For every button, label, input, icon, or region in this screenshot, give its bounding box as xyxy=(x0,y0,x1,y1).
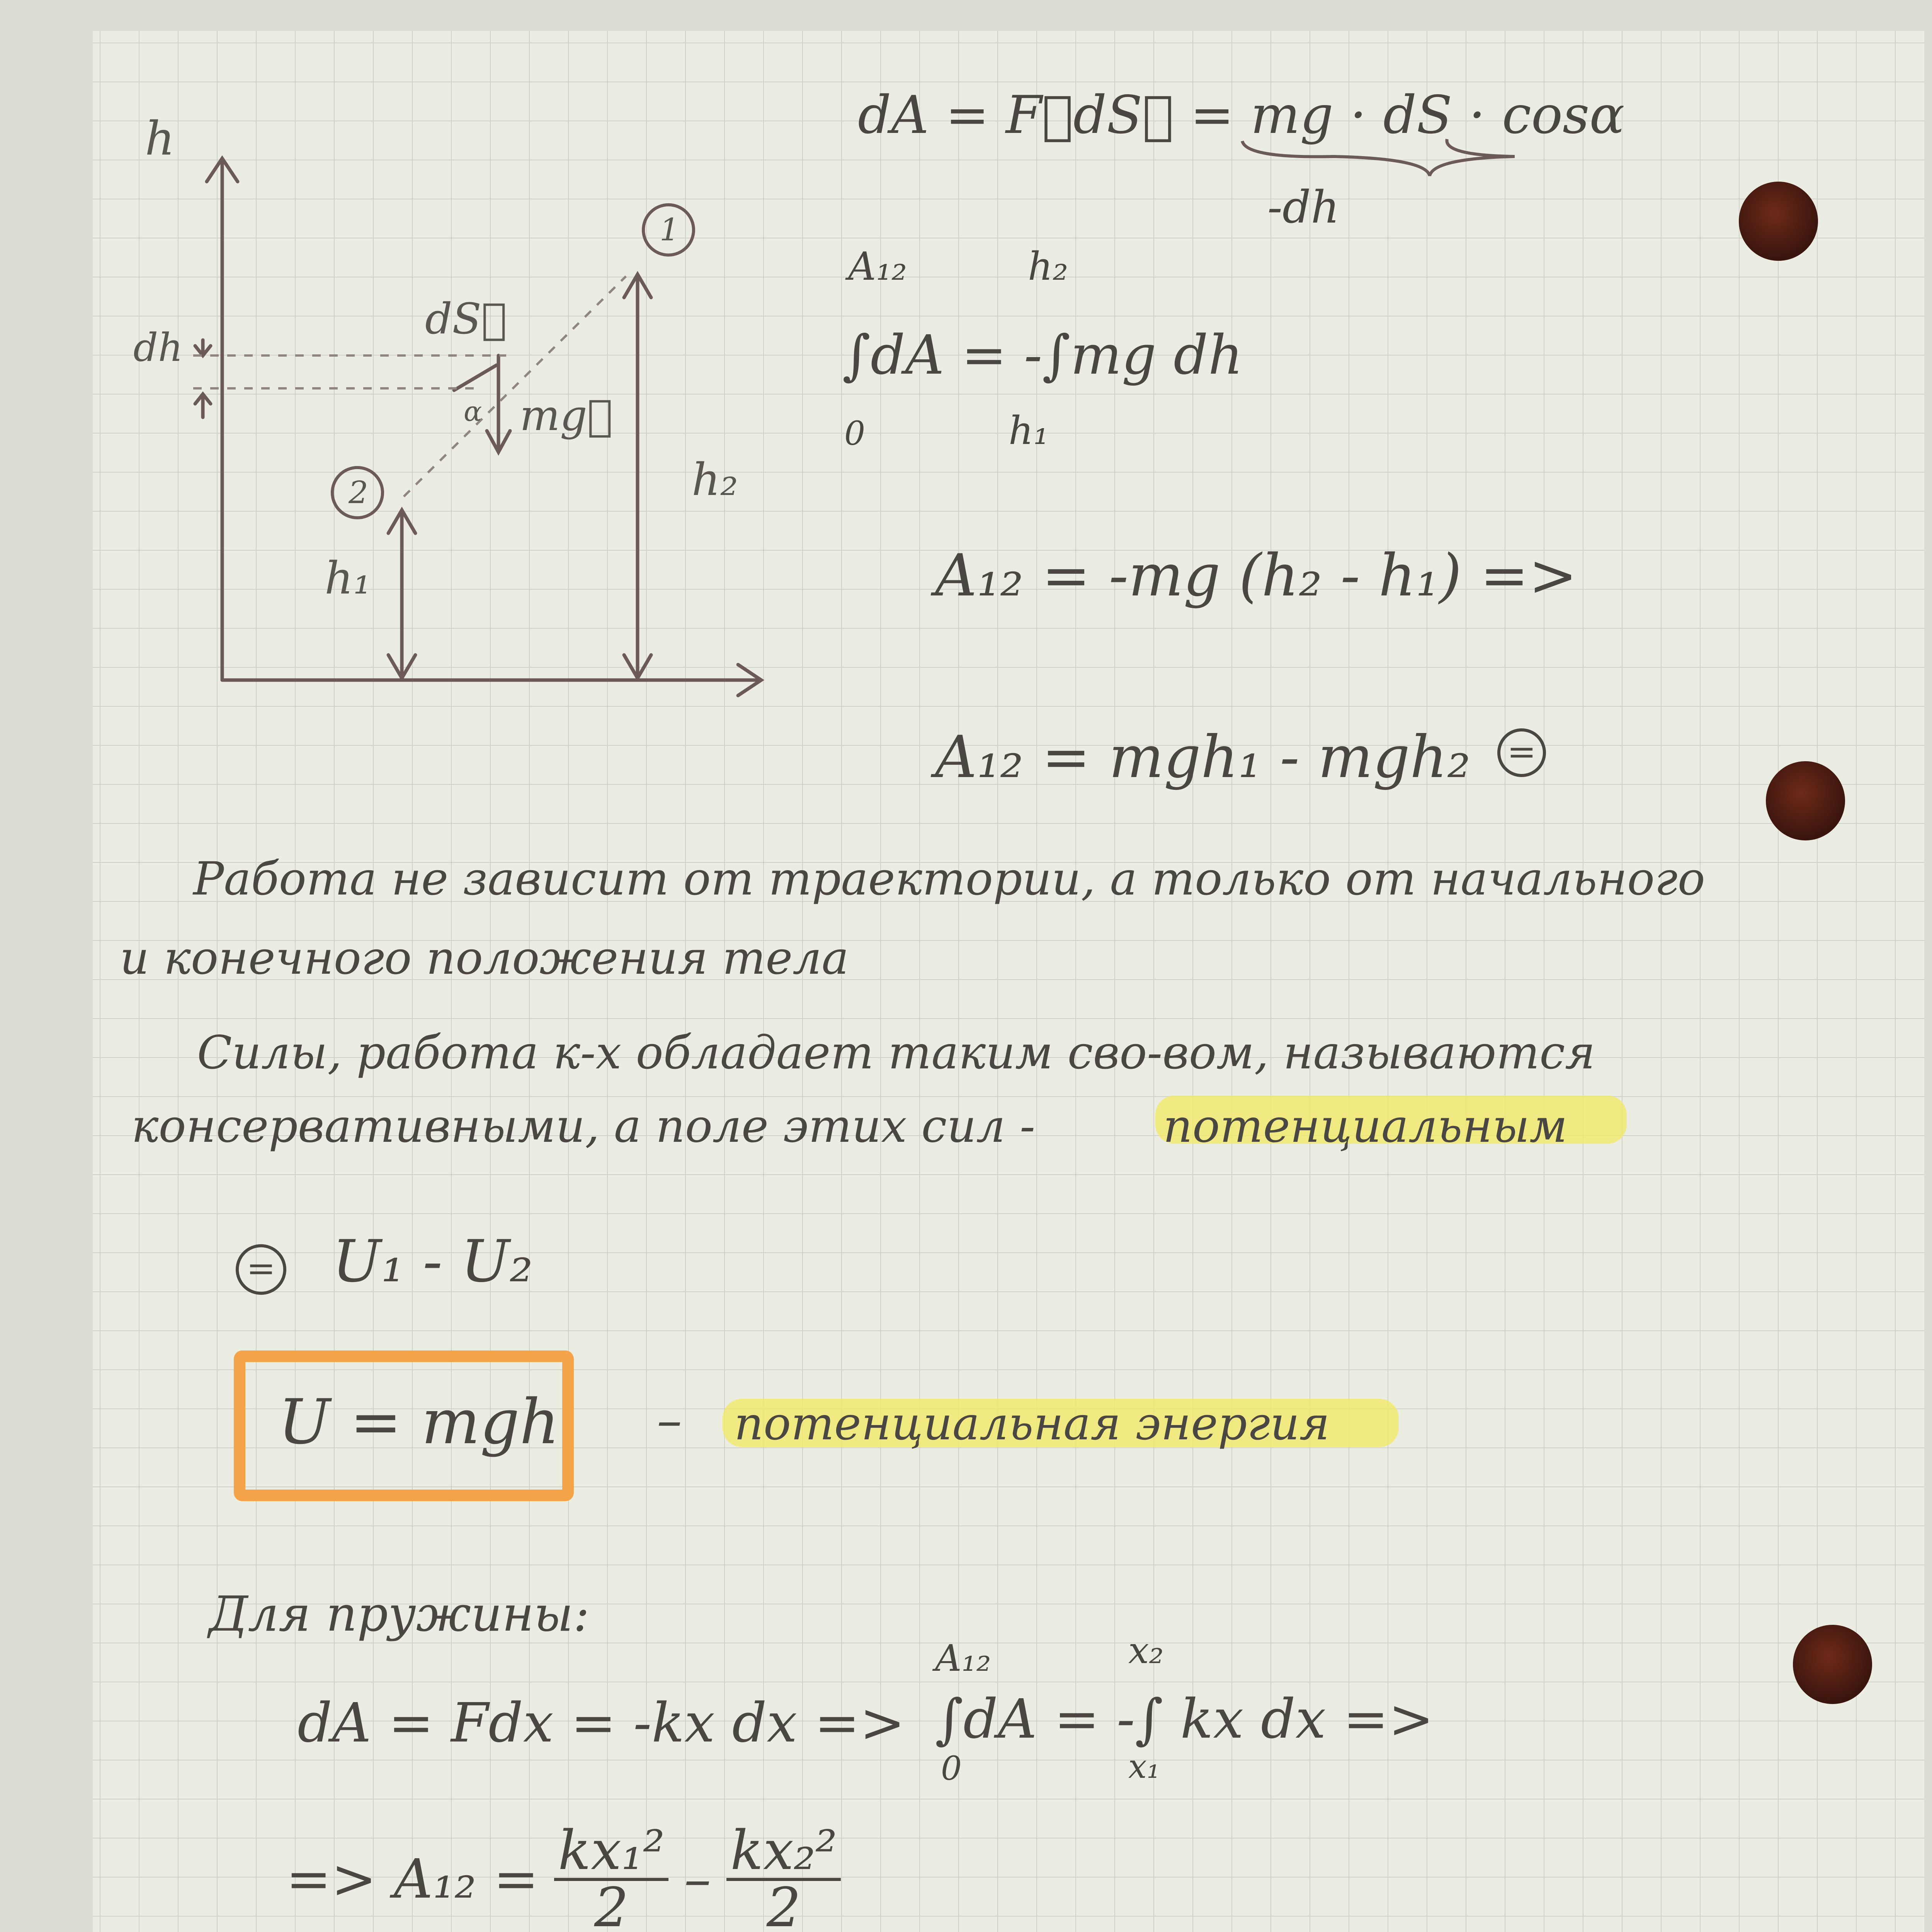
spring-work-differential: dA = Fdx = -kx dx => xyxy=(298,1692,905,1755)
spring-heading: Для пружины: xyxy=(209,1586,590,1642)
paragraph-2-highlighted-word: потенциальным xyxy=(1163,1099,1568,1153)
fraction-2-numerator: kx₂² xyxy=(726,1824,841,1881)
ds-label: dS⃗ xyxy=(425,294,507,344)
point-1-label: 1 xyxy=(660,212,679,248)
integral-upper-right: h₂ xyxy=(1028,244,1068,289)
equals-mark-2: = xyxy=(236,1244,286,1295)
spring-result-prefix: => A₁₂ = xyxy=(286,1848,539,1911)
work-result-2: A₁₂ = mgh₁ - mgh₂ xyxy=(935,724,1471,791)
equals-mark-1: = xyxy=(1497,728,1546,777)
fraction-2-denominator: 2 xyxy=(766,1876,801,1932)
gravity-energy-formula: U = mgh xyxy=(278,1386,560,1458)
spring-integral-equation: ∫dA = -∫ kx dx => xyxy=(935,1688,1434,1751)
alpha-label: α xyxy=(464,396,482,427)
point-2-label: 2 xyxy=(349,474,368,510)
fraction-1 xyxy=(554,1819,668,1932)
work-differential-equation: dA = F⃗dS⃗ = mg · dS · cosα xyxy=(858,85,1625,145)
integral-lower-right: h₁ xyxy=(1009,408,1049,453)
h2-label: h₂ xyxy=(692,454,738,506)
fraction-1-denominator: 2 xyxy=(594,1876,629,1932)
potential-difference: U₁ - U₂ xyxy=(332,1228,533,1295)
spring-work-result xyxy=(286,1819,841,1932)
integral-equation: ∫dA = -∫mg dh xyxy=(842,324,1243,387)
minus-sign: – xyxy=(684,1848,711,1911)
h1-label: h₁ xyxy=(325,553,371,604)
ds-arrow xyxy=(454,365,497,390)
dh-label: dh xyxy=(133,325,183,370)
spring-integral-upper-left: A₁₂ xyxy=(935,1637,991,1680)
paragraph-2-line-2: консервативными, а поле этих сил - xyxy=(131,1099,1035,1153)
integral-lower-left: 0 xyxy=(844,415,866,453)
paragraph-1-line-1: Работа не зависит от траектории, а только от начального xyxy=(193,852,1705,905)
gravity-dash: – xyxy=(657,1391,682,1449)
potential-energy-label: потенциальная энергия xyxy=(734,1397,1330,1450)
spring-integral-lower-right: x₁ xyxy=(1128,1748,1160,1786)
axis-h-label: h xyxy=(145,112,175,166)
paragraph-1-line-2: и конечного положения тела xyxy=(120,931,849,985)
mg-label: mg⃗ xyxy=(520,391,613,440)
spring-integral-lower-left: 0 xyxy=(941,1750,962,1788)
fraction-1-numerator: kx₁² xyxy=(554,1824,668,1881)
brace-note: -dh xyxy=(1267,182,1340,233)
integral-upper-left: A₁₂ xyxy=(848,244,907,289)
paragraph-2-line-1: Силы, работа к-х обладает таким сво-вом, называются xyxy=(197,1026,1595,1079)
spring-integral-upper-right: x₂ xyxy=(1128,1629,1164,1672)
fraction-2 xyxy=(726,1819,841,1932)
work-result-1: A₁₂ = -mg (h₂ - h₁) => xyxy=(935,542,1577,609)
